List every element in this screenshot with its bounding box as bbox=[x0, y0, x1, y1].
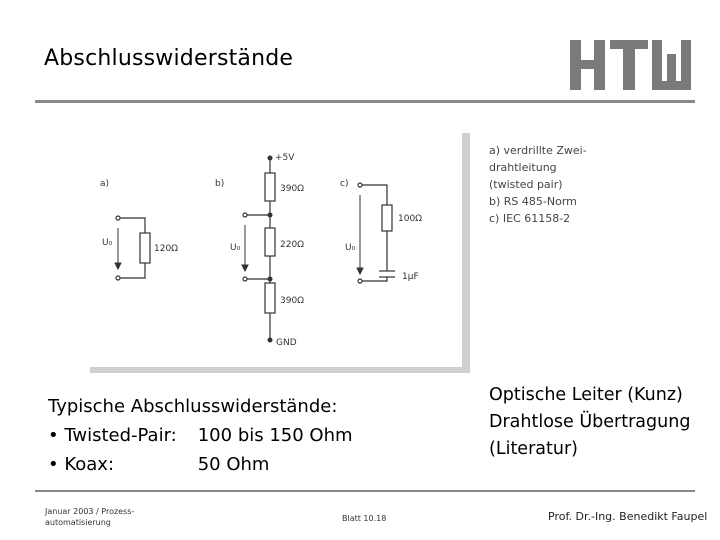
footer-course-line: automatisierung bbox=[45, 518, 111, 527]
title-divider bbox=[35, 100, 695, 103]
circuit-a-ue: U₀ bbox=[102, 238, 113, 248]
note-a-line3: (twisted pair) bbox=[489, 178, 563, 191]
circuit-b-r-mid: 220Ω bbox=[280, 240, 305, 250]
circuit-b-r-bot: 390Ω bbox=[280, 296, 305, 306]
twisted-pair-value: 100 bis 150 Ohm bbox=[197, 425, 353, 446]
circuit-a-label: a) bbox=[100, 179, 110, 189]
termination-circuit-figure bbox=[90, 133, 470, 373]
circuit-b-vcc: +5V bbox=[275, 153, 295, 163]
circuit-b-ue: U₀ bbox=[230, 243, 241, 253]
twisted-pair-label: • Twisted-Pair: bbox=[48, 425, 177, 446]
note-c: c) IEC 61158-2 bbox=[489, 212, 571, 225]
htw-logo bbox=[570, 40, 692, 90]
typical-termination-block bbox=[48, 392, 353, 479]
figure-shadow-right bbox=[462, 133, 470, 373]
footer-page-number: Blatt 10.18 bbox=[342, 514, 387, 523]
circuit-c-capacitor: 1μF bbox=[402, 272, 419, 282]
footer-date-line: Januar 2003 / Prozess- bbox=[45, 507, 135, 516]
other-media-block bbox=[489, 382, 690, 463]
circuit-b-r-top: 390Ω bbox=[280, 184, 305, 194]
wireless-line: Drahtlose Übertragung bbox=[489, 412, 691, 432]
note-a-line2: drahtleitung bbox=[489, 161, 557, 174]
note-a-line1: a) verdrillte Zwei- bbox=[489, 144, 587, 157]
footer-date-course bbox=[45, 506, 155, 528]
koax-label: • Koax: bbox=[48, 454, 115, 475]
footer-divider bbox=[35, 490, 695, 492]
twisted-pair-row bbox=[48, 421, 353, 450]
literature-line: (Literatur) bbox=[489, 439, 578, 459]
circuit-c-resistor: 100Ω bbox=[398, 214, 423, 224]
circuit-b-label: b) bbox=[215, 179, 225, 189]
note-b: b) RS 485-Norm bbox=[489, 195, 577, 208]
koax-value: 50 Ohm bbox=[197, 454, 270, 475]
circuit-c-label: c) bbox=[340, 179, 349, 189]
circuit-a-resistor: 120Ω bbox=[154, 244, 179, 254]
figure-shadow-bottom bbox=[90, 367, 470, 373]
footer-author: Prof. Dr.-Ing. Benedikt Faupel bbox=[548, 510, 708, 523]
typical-heading: Typische Abschlusswiderstände: bbox=[48, 396, 338, 417]
optical-line: Optische Leiter (Kunz) bbox=[489, 385, 683, 405]
circuit-c-ue: U₀ bbox=[345, 243, 356, 253]
koax-row bbox=[48, 450, 353, 479]
slide-title: Abschlusswiderstände bbox=[44, 46, 294, 71]
circuit-b-gnd: GND bbox=[276, 338, 297, 348]
circuit-notes bbox=[489, 142, 599, 227]
